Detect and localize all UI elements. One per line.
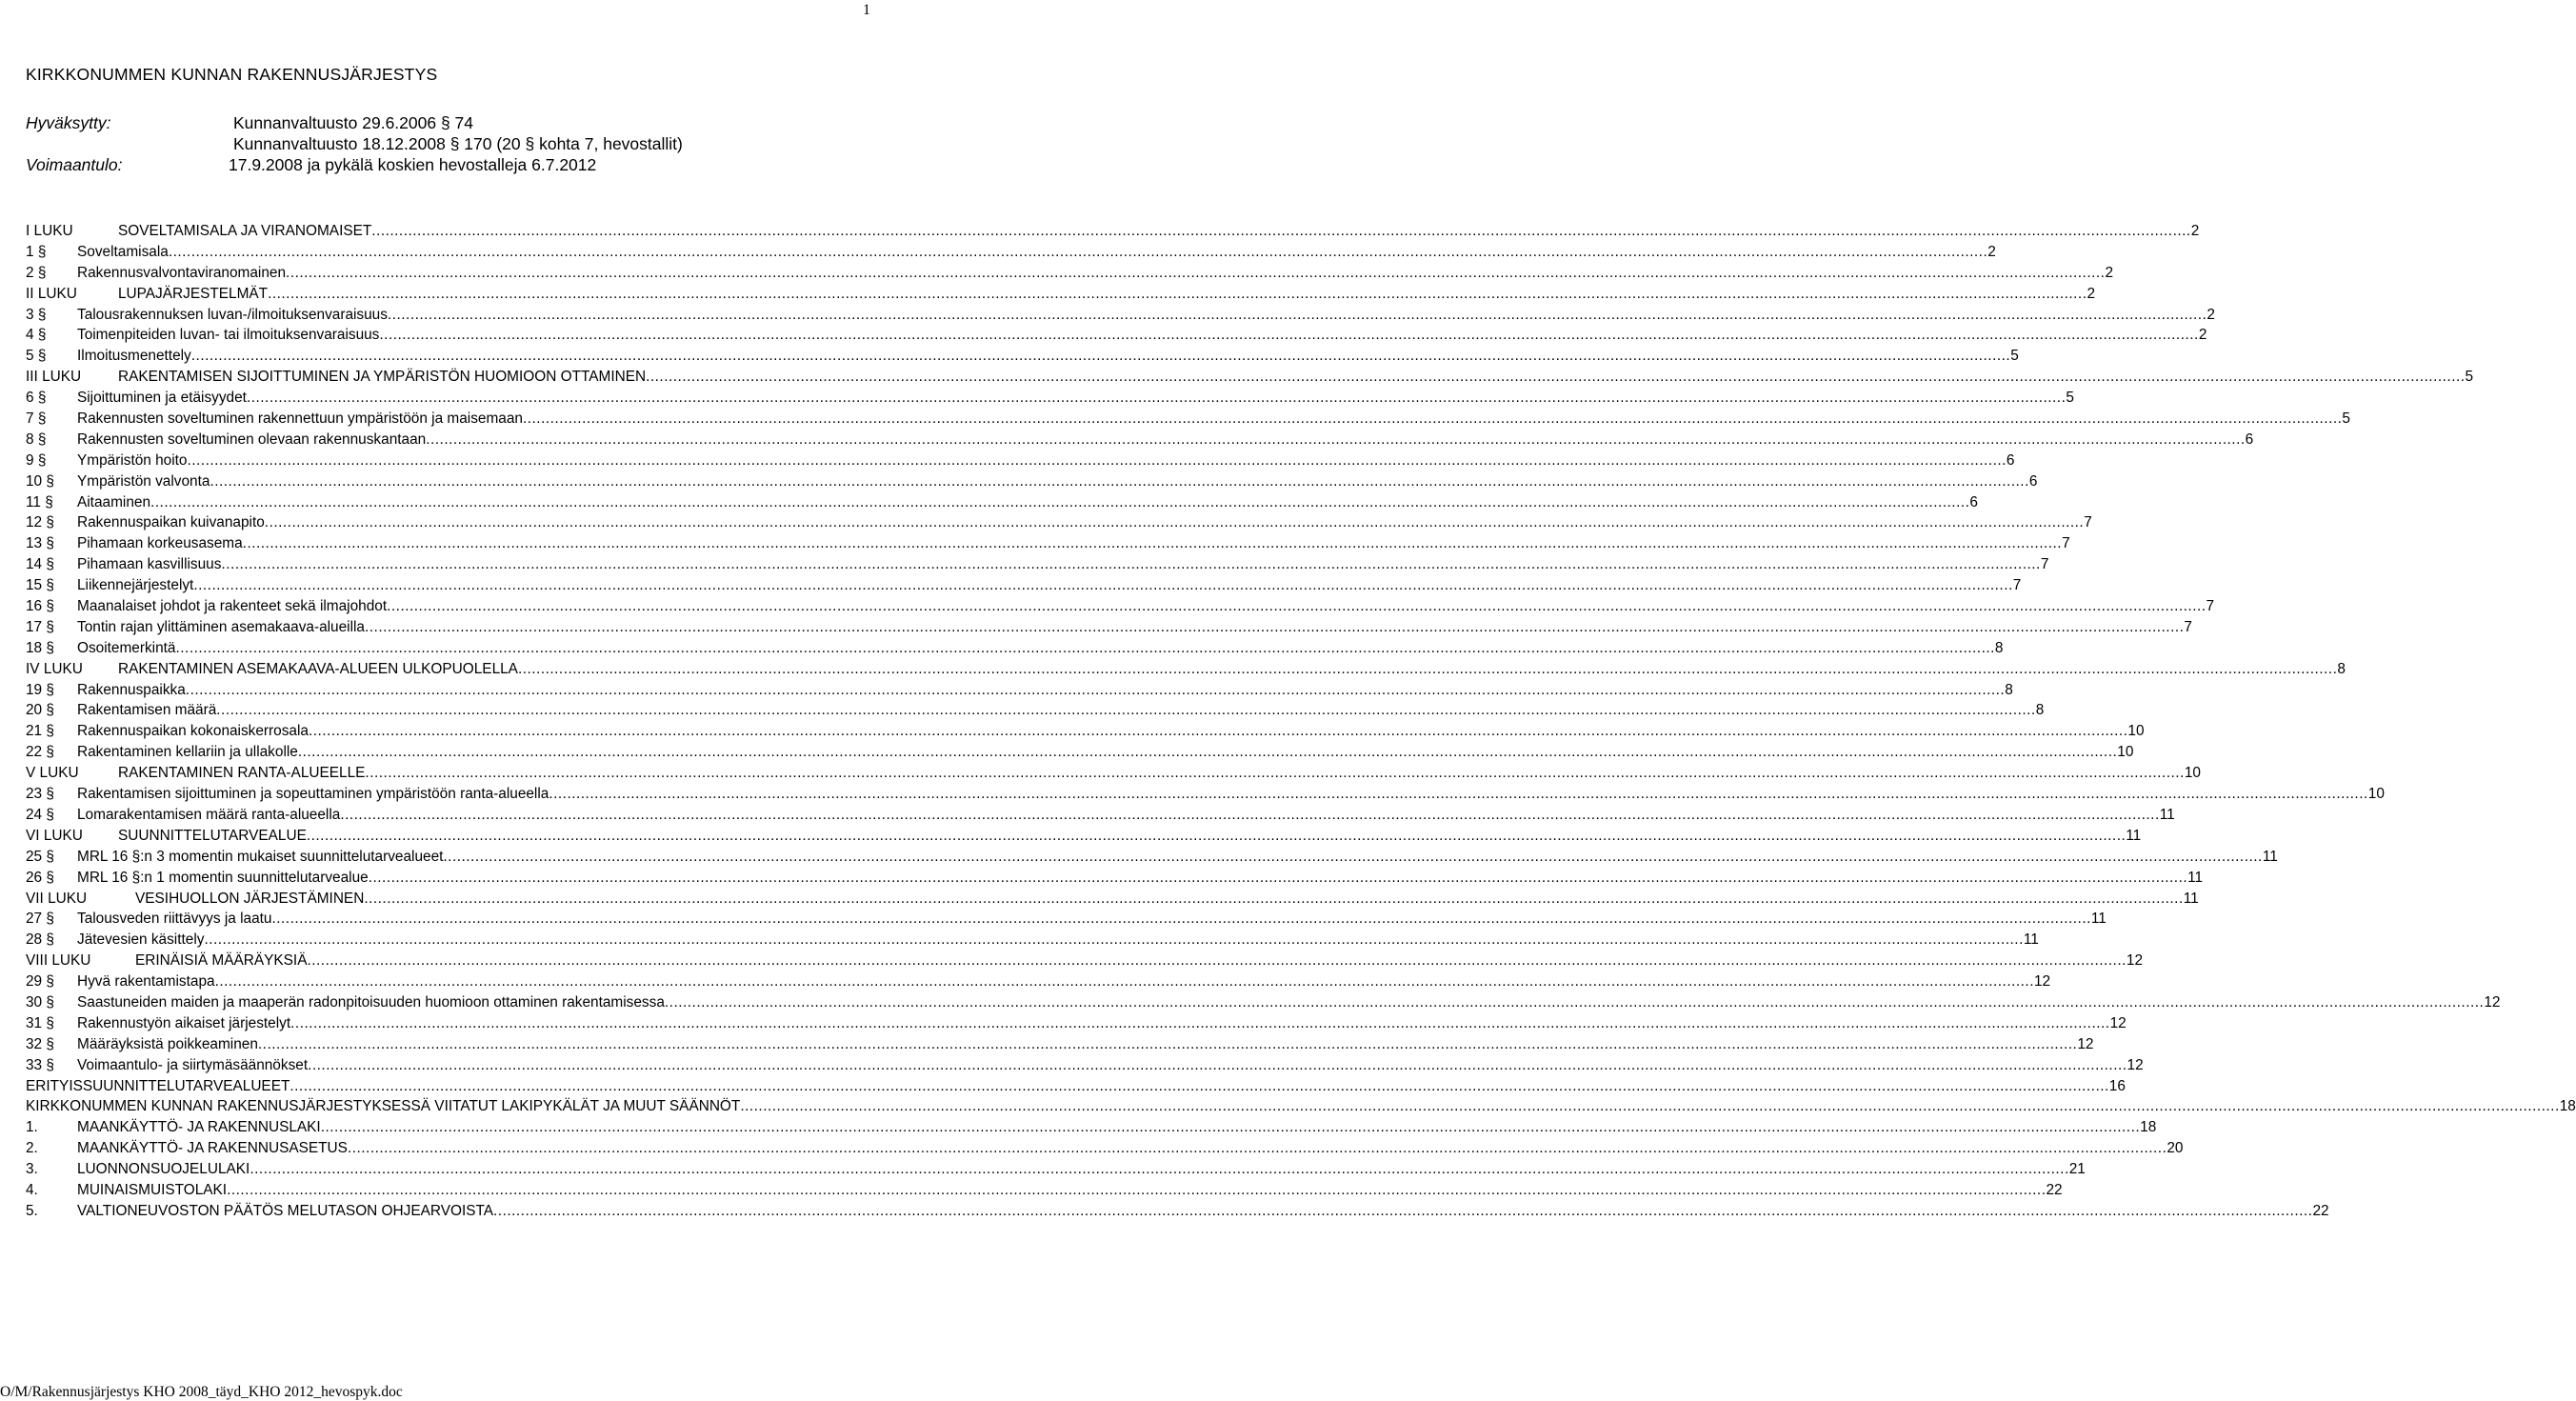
toc-dot-leader: ................................................................................................................................................................................................................................................................................................................................................................................................................ <box>368 869 2188 886</box>
toc-entry[interactable] <box>26 680 2013 701</box>
toc-dot-leader: ................................................................................................................................................................................................................................................................................................................................................................................................................ <box>216 702 2036 719</box>
toc-entry-title: MAANKÄYTTÖ- JA RAKENNUSLAKI <box>77 1119 321 1136</box>
toc-entry[interactable] <box>26 1138 2184 1159</box>
toc-entry[interactable] <box>26 992 2501 1013</box>
toc-dot-leader: ................................................................................................................................................................................................................................................................................................................................................................................................................ <box>214 973 2034 991</box>
toc-section-number: 17 § <box>26 618 54 635</box>
toc-entry-title: MAANKÄYTTÖ- JA RAKENNUSASETUS <box>77 1140 348 1157</box>
toc-entry[interactable] <box>26 1034 2094 1055</box>
toc-page-number: 8 <box>2005 681 2013 698</box>
toc-page-number: 18 <box>2140 1119 2157 1136</box>
toc-entry-title: Osoitemerkintä <box>77 639 176 656</box>
toc-entry-title: SOVELTAMISALA JA VIRANOMAISET <box>118 223 372 239</box>
toc-page-number: 7 <box>2184 618 2192 635</box>
toc-entry-title: Hyvä rakentamistapa <box>77 973 215 991</box>
toc-entry[interactable] <box>26 409 2350 430</box>
toc-page-number: 8 <box>2337 660 2346 677</box>
table-of-contents <box>26 221 2576 1222</box>
toc-dot-leader: ................................................................................................................................................................................................................................................................................................................................................................................................................ <box>185 681 2006 698</box>
toc-entry-title: Rakennuspaikan kuivanapito <box>77 514 265 531</box>
toc-entry-title: Toimenpiteiden luvan- tai ilmoituksenvaraisuus <box>77 327 380 344</box>
toc-dot-leader: ................................................................................................................................................................................................................................................................................................................................................................................................................ <box>664 993 2485 1011</box>
toc-entry[interactable] <box>26 805 2175 826</box>
toc-entry-title: Pihamaan kasvillisuus <box>77 556 222 573</box>
toc-section-number: 5. <box>26 1202 38 1219</box>
toc-section-number: 9 § <box>26 451 47 469</box>
toc-entry-title: Talousveden riittävyys ja laatu <box>77 911 272 928</box>
toc-entry-title: Saastuneiden maiden ja maaperän radonpitoisuuden huomioon ottaminen rakentamisessa <box>77 993 665 1011</box>
toc-section-number: 3 § <box>26 306 47 323</box>
toc-entry[interactable] <box>26 512 2092 533</box>
toc-dot-leader: ................................................................................................................................................................................................................................................................................................................................................................................................................ <box>340 806 2160 823</box>
toc-page-number: 11 <box>2183 890 2199 907</box>
toc-dot-leader: ................................................................................................................................................................................................................................................................................................................................................................................................................ <box>264 514 2085 531</box>
toc-chapter-label: III LUKU <box>26 369 82 386</box>
toc-page-number: 5 <box>2010 348 2019 365</box>
toc-entry[interactable] <box>26 471 2038 492</box>
toc-entry-title: Ympäristön hoito <box>77 451 188 469</box>
toc-entry-title: Liikennejärjestelyt <box>77 577 194 594</box>
toc-entry-title: KIRKKONUMMEN KUNNAN RAKENNUSJÄRJESTYKSESSÄ VIITATUT LAKIPYKÄLÄT JA MUUT SÄÄNNÖT <box>26 1098 741 1115</box>
toc-dot-leader: ................................................................................................................................................................................................................................................................................................................................................................................................................ <box>306 827 2127 844</box>
toc-page-number: 12 <box>2077 1035 2094 1052</box>
toc-entry[interactable] <box>26 596 2215 617</box>
toc-entry[interactable] <box>26 242 1996 263</box>
toc-page-number: 7 <box>2012 577 2022 594</box>
toc-entry[interactable] <box>26 263 2114 284</box>
toc-section-number: 4 § <box>26 327 47 344</box>
toc-page-number: 6 <box>2245 430 2254 448</box>
toc-page-number: 18 <box>2559 1098 2576 1115</box>
toc-entry-title: Rakennuspaikka <box>77 681 186 698</box>
toc-section-number: 20 § <box>26 702 54 719</box>
toc-section-number: 14 § <box>26 556 54 573</box>
toc-dot-leader: ................................................................................................................................................................................................................................................................................................................................................................................................................ <box>347 1140 2167 1157</box>
toc-page-number: 12 <box>2034 973 2051 991</box>
toc-page-number: 5 <box>2342 410 2350 428</box>
toc-section-number: 12 § <box>26 514 54 531</box>
toc-entry[interactable] <box>26 1055 2144 1076</box>
toc-section-number: 1 § <box>26 243 47 260</box>
toc-page-number: 2 <box>1987 243 1996 260</box>
toc-entry[interactable] <box>26 1076 2126 1097</box>
toc-entry-title: Talousrakennuksen luvan-/ilmoituksenvaraisuus <box>77 306 388 323</box>
toc-page-number: 7 <box>2084 514 2092 531</box>
toc-entry-title: RAKENTAMISEN SIJOITTUMINEN JA YMPÄRISTÖN HUOMIOON OTTAMINEN <box>118 369 647 386</box>
toc-dot-leader: ................................................................................................................................................................................................................................................................................................................................................................................................................ <box>204 931 2024 949</box>
toc-dot-leader: ................................................................................................................................................................................................................................................................................................................................................................................................................ <box>187 451 2007 469</box>
toc-dot-leader: ................................................................................................................................................................................................................................................................................................................................................................................................................ <box>297 744 2118 761</box>
toc-dot-leader: ................................................................................................................................................................................................................................................................................................................................................................................................................ <box>371 223 2191 239</box>
toc-section-number: 13 § <box>26 535 54 552</box>
toc-entry[interactable] <box>26 784 2385 805</box>
toc-entry[interactable] <box>26 325 2207 346</box>
toc-entry[interactable] <box>26 909 2107 930</box>
toc-entry-title: ERINÄISIÄ MÄÄRÄYKSIÄ <box>135 952 308 970</box>
toc-page-number: 6 <box>1969 493 1978 510</box>
toc-section-number: 29 § <box>26 973 54 991</box>
toc-page-number: 16 <box>2108 1077 2126 1094</box>
toc-entry[interactable] <box>26 554 2049 575</box>
toc-section-number: 1. <box>26 1119 38 1136</box>
toc-dot-leader: ................................................................................................................................................................................................................................................................................................................................................................................................................ <box>365 618 2185 635</box>
toc-section-number: 5 § <box>26 348 47 365</box>
toc-section-number: 2 § <box>26 264 47 281</box>
toc-page-number: 2 <box>2198 327 2207 344</box>
toc-entry-title: RAKENTAMINEN ASEMAKAAVA-ALUEEN ULKOPUOLELLA <box>118 660 518 677</box>
toc-entry[interactable] <box>26 638 2004 659</box>
toc-entry[interactable] <box>26 1096 2576 1117</box>
footer-filename: O/M/Rakennusjärjestys KHO 2008_täyd_KHO 2012_hevospyk.doc <box>0 1384 403 1400</box>
toc-page-number: 11 <box>2159 806 2175 823</box>
toc-entry-title: RAKENTAMINEN RANTA-ALUEELLE <box>118 765 366 782</box>
toc-page-number: 11 <box>2187 869 2204 886</box>
toc-page-number: 5 <box>2465 369 2474 386</box>
toc-dot-leader: ................................................................................................................................................................................................................................................................................................................................................................................................................ <box>740 1098 2560 1115</box>
toc-entry[interactable] <box>26 305 2215 326</box>
toc-page-number: 11 <box>2126 827 2142 844</box>
toc-entry-title: VALTIONEUVOSTON PÄÄTÖS MELUTASON OHJEARVOISTA <box>77 1202 494 1219</box>
toc-section-number: 22 § <box>26 744 54 761</box>
toc-page-number: 8 <box>2035 702 2045 719</box>
toc-entry-title: Rakennustyön aikaiset järjestelyt <box>77 1014 291 1031</box>
toc-page-number: 10 <box>2127 723 2145 740</box>
toc-entry[interactable] <box>26 971 2051 992</box>
approval-label: Hyväksytty: <box>26 113 111 132</box>
toc-page-number: 11 <box>2023 931 2039 949</box>
toc-entry-title: Rakentamisen sijoittuminen ja sopeuttaminen ympäristöön ranta-alueella <box>77 786 549 803</box>
toc-page-number: 2 <box>2190 223 2200 239</box>
toc-dot-leader: ................................................................................................................................................................................................................................................................................................................................................................................................................ <box>221 556 2041 573</box>
toc-dot-leader: ................................................................................................................................................................................................................................................................................................................................................................................................................ <box>443 848 2263 865</box>
toc-dot-leader: ................................................................................................................................................................................................................................................................................................................................................................................................................ <box>308 723 2128 740</box>
toc-entry[interactable] <box>26 388 2074 409</box>
toc-chapter-label: VII LUKU <box>26 890 88 907</box>
toc-page-number: 12 <box>2127 1056 2144 1073</box>
toc-entry-title: Aitaaminen <box>77 493 150 510</box>
toc-entry-title: Sijoittuminen ja etäisyydet <box>77 390 247 407</box>
toc-dot-leader: ................................................................................................................................................................................................................................................................................................................................................................................................................ <box>387 598 2207 615</box>
toc-dot-leader: ................................................................................................................................................................................................................................................................................................................................................................................................................ <box>308 1056 2127 1073</box>
toc-page-number: 6 <box>2006 451 2015 469</box>
toc-dot-leader: ................................................................................................................................................................................................................................................................................................................................................................................................................ <box>210 472 2029 490</box>
toc-section-number: 28 § <box>26 931 54 949</box>
toc-entry-title: LUPAJÄRJESTELMÄT <box>118 285 269 302</box>
toc-entry[interactable] <box>26 284 2096 305</box>
toc-entry[interactable] <box>26 1159 2086 1180</box>
toc-entry[interactable] <box>26 847 2278 868</box>
toc-dot-leader: ................................................................................................................................................................................................................................................................................................................................................................................................................ <box>365 765 2185 782</box>
toc-dot-leader: ................................................................................................................................................................................................................................................................................................................................................................................................................ <box>320 1119 2141 1136</box>
toc-section-number: 6 § <box>26 390 47 407</box>
toc-section-number: 3. <box>26 1161 38 1178</box>
toc-chapter-label: I LUKU <box>26 223 73 239</box>
toc-entry[interactable] <box>26 575 2022 596</box>
toc-dot-leader: ................................................................................................................................................................................................................................................................................................................................................................................................................ <box>307 952 2127 970</box>
toc-chapter-label: VI LUKU <box>26 827 83 844</box>
toc-dot-leader: ................................................................................................................................................................................................................................................................................................................................................................................................................ <box>268 285 2087 302</box>
toc-dot-leader: ................................................................................................................................................................................................................................................................................................................................................................................................................ <box>271 911 2091 928</box>
toc-page-number: 21 <box>2068 1161 2086 1178</box>
toc-entry-title: ERITYISSUUNNITTELUTARVEALUEET <box>26 1077 290 1094</box>
toc-entry-title: MUINAISMUISTOLAKI <box>77 1181 228 1198</box>
toc-section-number: 18 § <box>26 639 54 656</box>
approval-value: 17.9.2008 ja pykälä koskien hevostalleja 6.7.2012 <box>229 155 597 174</box>
toc-entry-title: Voimaantulo- ja siirtymäsäännökset <box>77 1056 309 1073</box>
toc-dot-leader: ................................................................................................................................................................................................................................................................................................................................................................................................................ <box>250 1161 2069 1178</box>
toc-page-number: 12 <box>2109 1014 2127 1031</box>
toc-dot-leader: ................................................................................................................................................................................................................................................................................................................................................................................................................ <box>290 1014 2110 1031</box>
toc-page-number: 2 <box>2087 285 2096 302</box>
toc-entry[interactable] <box>26 930 2039 951</box>
toc-section-number: 4. <box>26 1181 38 1198</box>
toc-entry-title: Pihamaan korkeusasema <box>77 535 243 552</box>
toc-entry[interactable] <box>26 826 2142 847</box>
toc-section-number: 31 § <box>26 1014 54 1031</box>
approval-value: Kunnanvaltuusto 29.6.2006 § 74 <box>233 113 474 132</box>
toc-entry[interactable] <box>26 1201 2329 1222</box>
toc-entry-title: Rakennusvalvontaviranomainen <box>77 264 287 281</box>
toc-entry-title: Ympäristön valvonta <box>77 472 210 490</box>
toc-page-number: 7 <box>2206 598 2215 615</box>
toc-page-number: 7 <box>2040 556 2049 573</box>
toc-entry[interactable] <box>26 1013 2127 1034</box>
toc-entry-title: VESIHUOLLON JÄRJESTÄMINEN <box>135 890 365 907</box>
toc-entry-title: LUONNONSUOJELULAKI <box>77 1161 250 1178</box>
toc-dot-leader: ................................................................................................................................................................................................................................................................................................................................................................................................................ <box>257 1035 2078 1052</box>
toc-page-number: 10 <box>2184 765 2201 782</box>
toc-chapter-label: VIII LUKU <box>26 952 91 970</box>
toc-section-number: 8 § <box>26 430 47 448</box>
toc-section-number: 33 § <box>26 1056 54 1073</box>
toc-chapter-label: II LUKU <box>26 285 77 302</box>
toc-page-number: 22 <box>2312 1202 2329 1219</box>
approval-label: Voimaantulo: <box>26 155 123 174</box>
toc-entry-title: Jätevesien käsittely <box>77 931 205 949</box>
toc-entry-title: Rakennusten soveltuminen olevaan rakennuskantaan <box>77 430 427 448</box>
toc-chapter-label: IV LUKU <box>26 660 83 677</box>
toc-page-number: 11 <box>2262 848 2278 865</box>
toc-section-number: 24 § <box>26 806 54 823</box>
toc-page-number: 12 <box>2484 993 2501 1011</box>
toc-entry[interactable] <box>26 868 2204 889</box>
toc-page-number: 5 <box>2066 390 2074 407</box>
toc-dot-leader: ................................................................................................................................................................................................................................................................................................................................................................................................................ <box>493 1202 2313 1219</box>
toc-entry[interactable] <box>26 1117 2157 1138</box>
toc-entry[interactable] <box>26 221 2200 242</box>
toc-chapter-label: V LUKU <box>26 765 79 782</box>
toc-section-number: 19 § <box>26 681 54 698</box>
toc-entry[interactable] <box>26 889 2199 910</box>
toc-section-number: 32 § <box>26 1035 54 1052</box>
toc-section-number: 25 § <box>26 848 54 865</box>
toc-entry-title: Soveltamisala <box>77 243 169 260</box>
page-number: 1 <box>863 2 870 18</box>
toc-page-number: 11 <box>2090 911 2107 928</box>
toc-entry[interactable] <box>26 1180 2063 1201</box>
toc-page-number: 22 <box>2046 1181 2063 1198</box>
toc-section-number: 16 § <box>26 598 54 615</box>
toc-entry[interactable] <box>26 533 2070 554</box>
toc-entry-title: Ilmoitusmenettely <box>77 348 191 365</box>
toc-page-number: 10 <box>2117 744 2134 761</box>
toc-entry-title: Lomarakentamisen määrä ranta-alueella <box>77 806 341 823</box>
toc-dot-leader: ................................................................................................................................................................................................................................................................................................................................................................................................................ <box>190 348 2011 365</box>
toc-dot-leader: ................................................................................................................................................................................................................................................................................................................................................................................................................ <box>193 577 2013 594</box>
toc-section-number: 11 § <box>26 493 53 510</box>
toc-page-number: 8 <box>1994 639 2004 656</box>
toc-page-number: 7 <box>2062 535 2070 552</box>
toc-section-number: 7 § <box>26 410 47 428</box>
toc-dot-leader: ................................................................................................................................................................................................................................................................................................................................................................................................................ <box>364 890 2184 907</box>
toc-dot-leader: ................................................................................................................................................................................................................................................................................................................................................................................................................ <box>290 1077 2109 1094</box>
toc-dot-leader: ................................................................................................................................................................................................................................................................................................................................................................................................................ <box>150 493 1970 510</box>
toc-dot-leader: ................................................................................................................................................................................................................................................................................................................................................................................................................ <box>246 390 2067 407</box>
toc-dot-leader: ................................................................................................................................................................................................................................................................................................................................................................................................................ <box>175 639 1995 656</box>
toc-entry-title: MRL 16 §:n 1 momentin suunnittelutarvealue <box>77 869 369 886</box>
toc-page-number: 6 <box>2028 472 2038 490</box>
toc-dot-leader: ................................................................................................................................................................................................................................................................................................................................................................................................................ <box>379 327 2199 344</box>
toc-entry-title: Määräyksistä poikkeaminen <box>77 1035 258 1052</box>
toc-entry-title: Maanalaiset johdot ja rakenteet sekä ilmajohdot <box>77 598 388 615</box>
toc-entry[interactable] <box>26 450 2015 471</box>
toc-entry[interactable] <box>26 659 2346 680</box>
toc-entry[interactable] <box>26 617 2192 638</box>
toc-entry[interactable] <box>26 700 2045 721</box>
toc-dot-leader: ................................................................................................................................................................................................................................................................................................................................................................................................................ <box>387 306 2207 323</box>
toc-entry[interactable] <box>26 492 1978 513</box>
toc-entry-title: Rakentamisen määrä <box>77 702 217 719</box>
toc-dot-leader: ................................................................................................................................................................................................................................................................................................................................................................................................................ <box>286 264 2106 281</box>
toc-entry[interactable] <box>26 367 2474 388</box>
toc-page-number: 12 <box>2126 952 2144 970</box>
toc-dot-leader: ................................................................................................................................................................................................................................................................................................................................................................................................................ <box>242 535 2063 552</box>
toc-entry-title: MRL 16 §:n 3 momentin mukaiset suunnittelutarvealueet <box>77 848 444 865</box>
toc-dot-leader: ................................................................................................................................................................................................................................................................................................................................................................................................................ <box>426 430 2246 448</box>
toc-entry[interactable] <box>26 346 2019 367</box>
toc-section-number: 21 § <box>26 723 54 740</box>
toc-dot-leader: ................................................................................................................................................................................................................................................................................................................................................................................................................ <box>227 1181 2047 1198</box>
toc-page-number: 2 <box>2207 306 2215 323</box>
approval-value: Kunnanvaltuusto 18.12.2008 § 170 (20 § kohta 7, hevostallit) <box>233 134 683 153</box>
toc-section-number: 27 § <box>26 911 54 928</box>
toc-entry-title: SUUNNITTELUTARVEALUE <box>118 827 307 844</box>
toc-dot-leader: ................................................................................................................................................................................................................................................................................................................................................................................................................ <box>522 410 2343 428</box>
toc-entry[interactable] <box>26 430 2254 450</box>
toc-page-number: 10 <box>2367 786 2385 803</box>
toc-section-number: 10 § <box>26 472 54 490</box>
toc-entry-title: Rakentaminen kellariin ja ullakolle <box>77 744 298 761</box>
toc-dot-leader: ................................................................................................................................................................................................................................................................................................................................................................................................................ <box>549 786 2368 803</box>
toc-section-number: 26 § <box>26 869 54 886</box>
toc-entry[interactable] <box>26 951 2144 971</box>
toc-dot-leader: ................................................................................................................................................................................................................................................................................................................................................................................................................ <box>168 243 1988 260</box>
toc-entry[interactable] <box>26 742 2134 763</box>
document-title: KIRKKONUMMEN KUNNAN RAKENNUSJÄRJESTYS <box>26 65 438 84</box>
toc-section-number: 2. <box>26 1140 38 1157</box>
toc-section-number: 23 § <box>26 786 54 803</box>
toc-entry-title: Rakennuspaikan kokonaiskerrosala <box>77 723 309 740</box>
toc-section-number: 15 § <box>26 577 54 594</box>
toc-entry[interactable] <box>26 763 2201 784</box>
toc-page-number: 2 <box>2105 264 2114 281</box>
toc-dot-leader: ................................................................................................................................................................................................................................................................................................................................................................................................................ <box>517 660 2338 677</box>
toc-entry[interactable] <box>26 721 2145 742</box>
toc-entry-title: Tontin rajan ylittäminen asemakaava-alueilla <box>77 618 365 635</box>
toc-page-number: 20 <box>2167 1140 2184 1157</box>
toc-entry-title: Rakennusten soveltuminen rakennettuun ympäristöön ja maisemaan <box>77 410 523 428</box>
toc-section-number: 30 § <box>26 993 54 1011</box>
toc-dot-leader: ................................................................................................................................................................................................................................................................................................................................................................................................................ <box>646 369 2466 386</box>
